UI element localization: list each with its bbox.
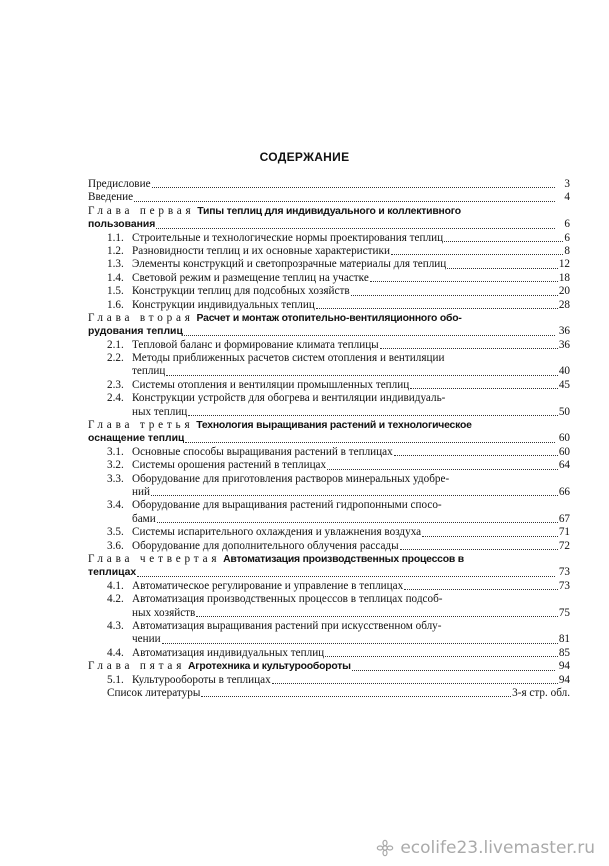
dot-leader	[272, 683, 558, 684]
toc-subentry	[88, 299, 570, 312]
toc-subentry-continued	[88, 633, 570, 646]
section-number: 1.6.	[107, 298, 124, 311]
page-number: 36	[558, 338, 570, 351]
page-number: 6	[564, 218, 570, 231]
chapter-title: Расчет и монтаж отопительно-вентиляционного обо-	[196, 312, 462, 324]
chapter-heading	[88, 660, 570, 673]
toc-subentry	[88, 473, 570, 486]
chapter-word: Глава четвертая	[88, 552, 221, 565]
page-number: 85	[558, 646, 570, 659]
dot-leader	[422, 536, 558, 537]
dot-leader	[166, 375, 557, 376]
page-number: 8	[564, 244, 570, 257]
watermark	[376, 838, 595, 858]
toc-entry-label: Световой режим и размещение теплиц на участке	[132, 271, 369, 284]
toc-entry-label: Строительные и технологические нормы проектирования теплиц	[132, 231, 444, 244]
chapter-title: Автоматизация производственных процессов в	[223, 553, 464, 565]
page-title: СОДЕРЖАНИЕ	[259, 150, 350, 164]
toc-entry-label: Разновидности теплиц и их основные характеристики	[132, 244, 390, 257]
section-number: 3.3.	[107, 472, 124, 485]
toc-entry-label: Тепловой баланс и формирование климата теплицы	[132, 338, 379, 351]
section-number: 1.2.	[107, 244, 124, 257]
chapter-title: Технология выращивания растений и технологическое	[196, 420, 472, 432]
toc-entry-label-continued: бами	[132, 512, 156, 525]
toc-entry-label: Культурообороты в теплицах	[132, 673, 271, 686]
dot-leader	[394, 455, 558, 456]
dot-leader	[410, 388, 558, 389]
dot-leader	[391, 254, 563, 255]
chapter-word: Глава пятая	[88, 660, 186, 673]
section-number: 2.2.	[107, 352, 124, 365]
page-number: 18	[558, 271, 570, 284]
chapter-heading	[88, 312, 570, 325]
flower-icon	[376, 839, 394, 857]
toc-entry-label: Введение	[88, 191, 134, 204]
chapter-word: Глава вторая	[88, 311, 194, 324]
dot-leader	[188, 415, 558, 416]
chapter-heading	[88, 419, 570, 432]
page-number: 71	[558, 526, 570, 539]
page-number: 94	[558, 673, 570, 686]
dot-leader	[327, 469, 558, 470]
chapter-heading-text	[88, 660, 351, 673]
section-number: 4.2.	[107, 593, 124, 606]
dot-leader	[400, 549, 558, 550]
page-number: 6	[564, 231, 570, 244]
toc-entry-label: Автоматизация индивидуальных теплиц	[132, 646, 325, 659]
section-number: 3.1.	[107, 445, 124, 458]
toc-entry-label: Конструкции устройств для обогрева и вентиляции индивидуаль-	[132, 392, 446, 405]
page-number: 73	[558, 566, 570, 579]
toc-entry-label: Автоматизация выращивания растений при искусственном облу-	[132, 619, 442, 632]
dot-leader	[151, 495, 558, 496]
toc-entry-label-continued: чении	[132, 633, 161, 646]
page-number: 81	[558, 633, 570, 646]
toc-subentry-continued	[88, 486, 570, 499]
chapter-title-continued: оснащение теплиц	[88, 433, 185, 445]
section-number: 3.4.	[107, 499, 124, 512]
toc-subentry	[88, 526, 570, 539]
page-number: 64	[558, 459, 570, 472]
toc-subentry	[88, 392, 570, 405]
toc-entry-intro	[88, 191, 570, 204]
section-number: 4.1.	[107, 579, 124, 592]
page-number: 60	[558, 445, 570, 458]
section-number: 1.1.	[107, 231, 124, 244]
chapter-heading	[88, 205, 570, 218]
page-number: 75	[558, 606, 570, 619]
section-number: 3.5.	[107, 526, 124, 539]
page-number: 12	[558, 258, 570, 271]
page-number: 28	[558, 298, 570, 311]
page-number: 73	[558, 579, 570, 592]
page-number: 20	[558, 285, 570, 298]
section-number: 3.2.	[107, 459, 124, 472]
toc-entry-preface	[88, 178, 570, 191]
chapter-title-continued: рудования теплиц	[88, 326, 183, 338]
toc-entry-label-continued: ных теплиц	[132, 405, 188, 418]
section-number: 4.3.	[107, 619, 124, 632]
dot-leader	[404, 589, 558, 590]
chapter-heading-end	[88, 432, 570, 445]
toc-entry-label-continued: ных хозяйств	[132, 606, 196, 619]
toc-subentry	[88, 647, 570, 660]
page-number: 67	[558, 512, 570, 525]
toc-subentry	[88, 352, 570, 365]
page-number: 4	[564, 191, 570, 204]
chapter-word: Глава первая	[88, 204, 195, 217]
dot-leader	[370, 281, 558, 282]
chapter-title-continued: теплицах	[88, 567, 137, 579]
dot-leader	[157, 522, 558, 523]
section-number: 1.5.	[107, 285, 124, 298]
chapter-title-continued: пользования	[88, 219, 156, 231]
chapter-heading-end	[88, 218, 570, 231]
page-number: 72	[558, 539, 570, 552]
toc-subentry-continued	[88, 366, 570, 379]
toc-entry-label: Список литературы	[107, 686, 201, 699]
toc-subentry-continued	[88, 513, 570, 526]
toc-entry-label: Оборудование для выращивания растений гидропонными спосо-	[132, 499, 442, 512]
toc-entry-label: Оборудование для дополнительного облучения рассады	[132, 539, 399, 552]
chapter-heading-end	[88, 566, 570, 579]
toc-subentry	[88, 499, 570, 512]
toc-subentry	[88, 580, 570, 593]
section-number: 5.1.	[107, 673, 124, 686]
toc-entry-label: Автоматическое регулирование и управление в теплицах	[132, 579, 404, 592]
page-number: 45	[558, 378, 570, 391]
section-number: 2.4.	[107, 392, 124, 405]
toc-entry-bibliography	[88, 687, 570, 700]
table-of-contents	[88, 178, 570, 700]
toc-subentry	[88, 620, 570, 633]
toc-subentry	[88, 379, 570, 392]
dot-leader	[351, 295, 558, 296]
toc-subentry	[88, 285, 570, 298]
chapter-heading	[88, 553, 570, 566]
page-number: 60	[558, 432, 570, 445]
page-number: 50	[558, 405, 570, 418]
toc-entry-label: Методы приближенных расчетов систем отопления и вентиляции	[132, 352, 445, 365]
toc-subentry-continued	[88, 607, 570, 620]
dot-leader	[152, 187, 555, 188]
watermark-text: ecolife23.livemaster.ru	[400, 838, 595, 858]
page-number: 94	[558, 660, 570, 673]
toc-entry-label-continued: теплиц	[132, 365, 166, 378]
toc-entry-label: Предисловие	[88, 177, 151, 190]
page-number: 40	[558, 365, 570, 378]
section-number: 1.3.	[107, 258, 124, 271]
toc-subentry	[88, 540, 570, 553]
toc-subentry	[88, 245, 570, 258]
toc-entry-label: Системы испарительного охлаждения и увлажнения воздуха	[132, 526, 422, 539]
dot-leader	[380, 348, 558, 349]
toc-entry-label: Автоматизация производственных процессов в теплицах подсоб-	[132, 593, 443, 606]
toc-subentry	[88, 459, 570, 472]
toc-entry-label: Элементы конструкций и светопрозрачные материалы для теплиц	[132, 258, 447, 271]
toc-subentry	[88, 593, 570, 606]
dot-leader	[352, 670, 555, 671]
dot-leader	[137, 576, 555, 577]
toc-entry-label: Оборудование для приготовления растворов минеральных удобре-	[132, 472, 450, 485]
section-number: 3.6.	[107, 539, 124, 552]
section-number: 2.1.	[107, 338, 124, 351]
dot-leader	[201, 696, 511, 697]
dot-leader	[134, 201, 555, 202]
chapter-title: Типы теплиц для индивидуального и коллективного	[197, 205, 461, 217]
toc-entry-label: Конструкции индивидуальных теплиц	[132, 298, 315, 311]
chapter-heading-end	[88, 325, 570, 338]
chapter-title: Агротехника и культурообороты	[187, 661, 351, 673]
toc-entry-label: Системы орошения растений в теплицах	[132, 459, 327, 472]
section-number: 1.4.	[107, 271, 124, 284]
chapter-word: Глава третья	[88, 419, 194, 432]
toc-subentry-continued	[88, 406, 570, 419]
dot-leader	[184, 335, 555, 336]
page-number: 3	[564, 177, 570, 190]
dot-leader	[185, 442, 555, 443]
toc-entry-label: Основные способы выращивания растений в теплицах	[132, 445, 393, 458]
dot-leader	[325, 656, 558, 657]
dot-leader	[316, 308, 558, 309]
toc-entry-label-continued: ний	[132, 486, 150, 499]
dot-leader	[156, 228, 555, 229]
section-number: 4.4.	[107, 646, 124, 659]
toc-subentry	[88, 258, 570, 271]
page-number: 66	[558, 486, 570, 499]
page-number: 3-я стр. обл.	[512, 686, 570, 699]
section-number: 2.3.	[107, 378, 124, 391]
toc-entry-label: Конструкции теплиц для подсобных хозяйств	[132, 285, 350, 298]
dot-leader	[196, 616, 557, 617]
toc-subentry	[88, 674, 570, 687]
toc-subentry	[88, 232, 570, 245]
dot-leader	[447, 268, 558, 269]
toc-entry-label: Системы отопления и вентиляции промышленных теплиц	[132, 378, 410, 391]
toc-subentry	[88, 339, 570, 352]
page-number: 36	[558, 325, 570, 338]
dot-leader	[444, 241, 563, 242]
toc-subentry	[88, 446, 570, 459]
dot-leader	[162, 643, 558, 644]
toc-subentry	[88, 272, 570, 285]
